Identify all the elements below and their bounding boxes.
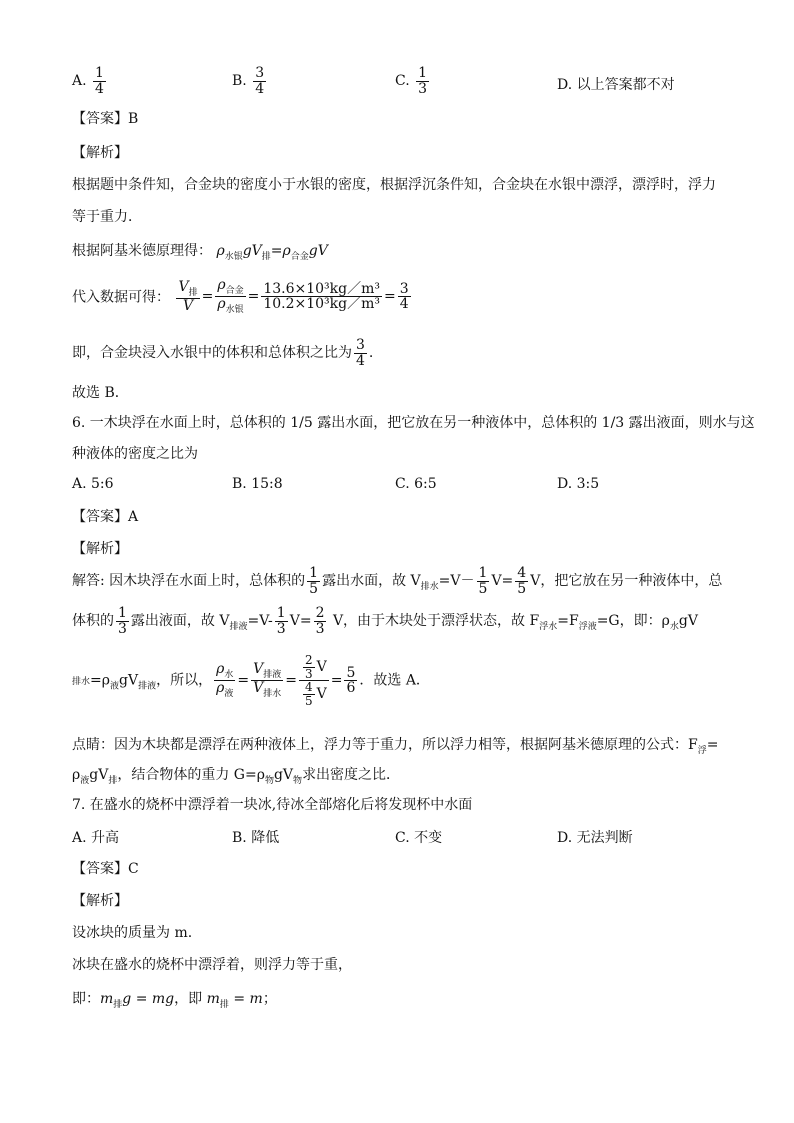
fraction: $\frac{1}{5}$ xyxy=(309,565,319,597)
q7-analysis-text-2: 冰块在盛水的烧杯中漂浮着，则浮力等于重， xyxy=(72,957,352,973)
q6-analysis-heading: 【解析】 xyxy=(72,541,128,557)
q6-stem-2: 种液体的密度之比为 xyxy=(72,446,198,462)
q7-analysis-formula: 即：$m_排g$ = mg，即 $m_排 = m$； xyxy=(72,991,277,1010)
q5-analysis-text-2: 等于重力． xyxy=(72,209,142,225)
fraction: $\frac{\rho_{合金}}{\rho_{水银}}$ xyxy=(217,277,244,316)
q5-conclusion: 即，合金块浸入水银中的体积和总体积之比为 $\frac{3}{4}$ . xyxy=(72,337,374,369)
q6-tip-1: 点睛：因为木块都是漂浮在两种液体上，浮力等于重力，所以浮力相等，根据阿基米德原理的公式：$F_浮=$ xyxy=(72,737,719,756)
q7-option-c: C. 不变 xyxy=(395,830,443,846)
fraction: $\frac{2}{3}$ V $\frac{4}{5}$ V xyxy=(299,654,329,707)
fraction: $\frac{1}{3}$ xyxy=(118,605,127,637)
fraction: $\frac{1}{3}$ xyxy=(418,65,428,97)
q7-option-b: B. 降低 xyxy=(232,830,280,846)
fraction: $\frac{\text{13.6×10³kg／m³}}{\text{10.2×10³kg／m³}}$ xyxy=(263,280,380,313)
fraction: $\frac{1}{4}$ xyxy=(95,65,104,97)
q6-solution-3: 排水$=\rho_液gV_{排液}$，所以， $\frac{\rho_水}{\rho_液}$ = $\frac{V_{排液}}{V_{排水}}$ = $\frac{2}{3}$ V $\frac{4}{5}$ V = $\frac{5}{6}$ ．故选 A． xyxy=(72,653,430,708)
q7-stem: 7. 在盛水的烧杯中漂浮着一块冰,待冰全部熔化后将发现杯中水面 xyxy=(72,797,473,813)
q6-option-b: B. 15:8 xyxy=(232,476,283,492)
q5-archimedes-formula: 根据阿基米德原理得： $\rho_{水银}gV_排=\rho_{合金}gV$ xyxy=(72,243,328,262)
q5-analysis-text-1: 根据题中条件知，合金块的密度小于水银的密度，根据浮沉条件知，合金块在水银中漂浮，漂浮时，浮力 xyxy=(72,177,716,193)
q6-option-d: D. 3:5 xyxy=(557,476,600,492)
fraction: $\frac{\rho_水}{\rho_液}$ xyxy=(216,660,234,699)
q7-option-a: A. 升高 xyxy=(72,830,120,846)
q6-solution-2: 体积的 $\frac{1}{3}$ 露出液面，故 $V_{排液}=V-$ $\frac{1}{3}$ V= $\frac{2}{3}$ V，由于木块处于漂浮状态，故 $F_{浮水}=F_{浮液}=G$，即：$\rho_水gV$ xyxy=(72,605,698,637)
q5-answer: 【答案】B xyxy=(72,111,139,127)
fraction: $\frac{V_排}{V}$ xyxy=(178,278,198,315)
fraction: $\frac{1}{5}$ xyxy=(478,565,488,597)
q7-analysis-heading: 【解析】 xyxy=(72,893,128,909)
q6-tip-2: $\rho_液gV_排$，结合物体的重力 $G=\rho_物gV_物$求出密度之比． xyxy=(72,767,401,786)
q6-option-a: A. 5:6 xyxy=(72,476,114,492)
q5-analysis-heading: 【解析】 xyxy=(72,145,128,161)
q5-option-b: B. $\frac{3}{4}$ xyxy=(232,65,265,97)
q6-stem-1: 6. 一木块浮在水面上时，总体积的 1/5 露出水面，把它放在另一种液体中，总体积的 1/3 露出液面，则水与这 xyxy=(72,415,755,431)
q5-choice: 故选 B． xyxy=(72,385,129,401)
q5-option-a: A. $\frac{1}{4}$ xyxy=(72,65,104,97)
fraction: $\frac{4}{5}$ xyxy=(517,565,527,597)
q6-answer: 【答案】A xyxy=(72,509,139,525)
fraction: $\frac{3}{4}$ xyxy=(356,337,365,369)
fraction: $\frac{1}{3}$ xyxy=(276,605,286,637)
q7-option-d: D. 无法判断 xyxy=(557,830,633,846)
q7-analysis-text-1: 设冰块的质量为 m. xyxy=(72,925,193,941)
q6-solution-1: 解答: 因木块浮在水面上时，总体积的 $\frac{1}{5}$ 露出水面，故 $V_{排水}=V-$ $\frac{1}{5}$ V= $\frac{4}{5}$ V，把它放在另一种液体中，总 xyxy=(72,565,723,597)
fraction: $\frac{V_{排液}}{V_{排水}}$ xyxy=(253,660,282,699)
q5-option-c: C. $\frac{1}{3}$ xyxy=(395,65,428,97)
q6-option-c: C. 6:5 xyxy=(395,476,437,492)
fraction: $\frac{3}{4}$ xyxy=(399,280,409,313)
q5-option-d: D. 以上答案都不对 xyxy=(557,77,675,93)
fraction: $\frac{3}{4}$ xyxy=(255,65,265,97)
q7-answer: 【答案】C xyxy=(72,861,139,877)
fraction: $\frac{2}{3}$ xyxy=(315,605,325,637)
q5-substitution: 代入数据可得： $\frac{V_排}{V}$ = $\frac{\rho_{合金}}{\rho_{水银}}$ = $\frac{\text{13.6×10³kg／m³}}{\text{10.2×10³kg／m³}}$ = $\frac{3}{4}$ xyxy=(72,277,409,316)
fraction: $\frac{5}{6}$ xyxy=(346,664,356,697)
